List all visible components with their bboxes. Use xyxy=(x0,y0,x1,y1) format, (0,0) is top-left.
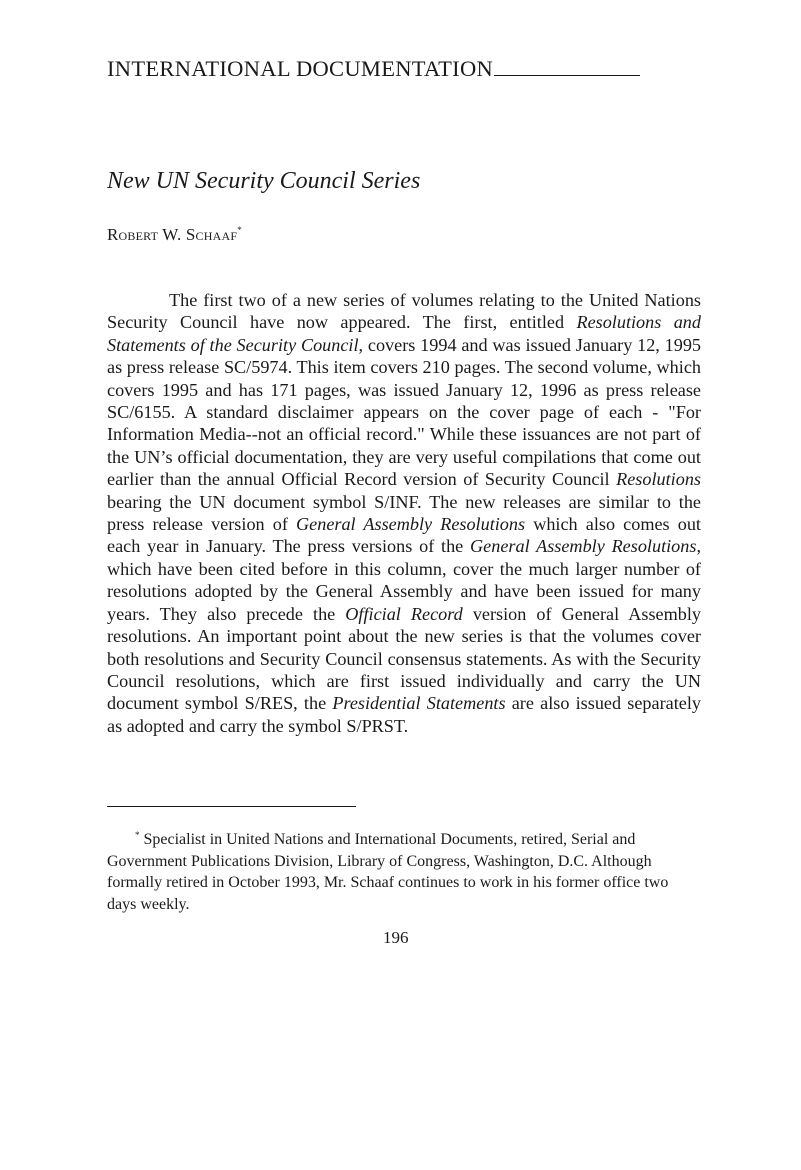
italic-title-presidential-statements: Presidential Statements xyxy=(332,693,506,714)
italic-title-resolutions-and-statements: Resolutions and Statements of the Security Council xyxy=(107,312,701,355)
body-text-run: which also comes out each year in January. The press versions of the xyxy=(107,514,701,557)
page-number: 196 xyxy=(383,928,409,947)
body-text-run: version of General Assembly resolutions. An important point about the new series is that the volumes cover both resolutions and Security Council consensus statements. As with the Security Council resolutions, which are first issued individually and carry the UN document symbol S/RES, the xyxy=(107,603,701,714)
footnote-marker: * xyxy=(135,830,140,840)
body-text-run: , which have been cited before in this column, cover the much larger number of resolutions adopted by the General Assembly and have been issued for many years. They also precede the xyxy=(107,536,701,624)
italic-title-general-assembly-resolutions: General Assembly Resolutions xyxy=(296,514,526,535)
article-title: New UN Security Council Series xyxy=(107,168,421,194)
footnote-text: Government Publications Division, Library of Congress, Washington, D.C. Although formally retired in October 1993, Mr. Schaaf continues to work in his former office two days weekly. xyxy=(107,852,669,913)
body-text-run: The first two of a new series of volumes relating to the United Nations Security Council have now appeared. The first, entitled xyxy=(107,290,701,333)
author-byline xyxy=(107,225,242,245)
author-name: Robert W. Schaaf xyxy=(107,225,238,244)
footnote-first-line xyxy=(107,825,701,851)
body-text-run: bearing the UN document symbol S/INF. The new releases are similar to the press release version of xyxy=(107,491,701,535)
body-paragraph xyxy=(107,289,701,737)
running-head-text: INTERNATIONAL DOCUMENTATION xyxy=(107,56,494,81)
author-footnote-marker: * xyxy=(237,225,242,235)
italic-title-official-record: Official Record xyxy=(345,603,463,624)
italic-title-resolutions: Resolutions xyxy=(616,469,701,490)
body-text-run: , covers 1994 and was issued January 12, 1995 as press release SC/5974. This item covers 210 pages. The second volume, which covers 1995 and has 171 pages, was issued January 12, 1996 as press release SC/6155. A standard disclaimer appears on the cover page of each - "For Information Media--not an official record." While these issuances are not part of the UN’s official documentation, they are very useful compilations that come out earlier than the annual Official Record version of Security Council xyxy=(107,334,702,490)
footnote-text: Specialist in United Nations and International Documents, retired, Serial and xyxy=(139,831,636,848)
footnote-separator xyxy=(107,806,356,807)
italic-title-general-assembly-resolutions: General Assembly Resolutions xyxy=(470,536,697,557)
running-head xyxy=(107,56,640,82)
running-head-rule xyxy=(494,75,640,76)
footnote xyxy=(107,825,701,915)
body-text-run: are also issued separately as adopted and carry the symbol S/PRST. xyxy=(107,693,701,736)
